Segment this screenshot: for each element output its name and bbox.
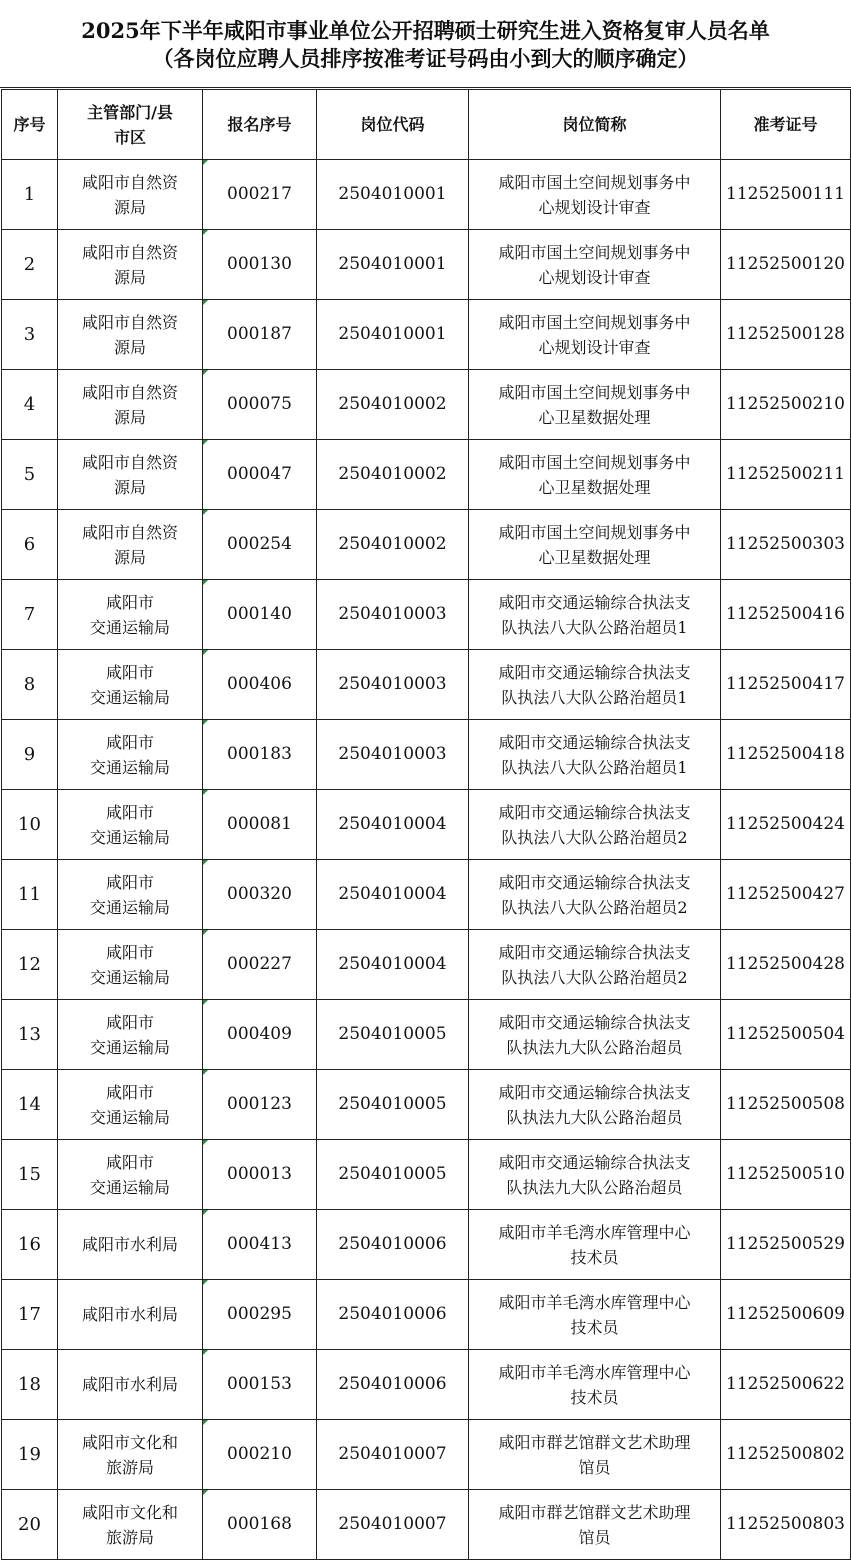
cell-marker [203,510,208,515]
cell-marker [203,1000,208,1005]
cell-department [58,1140,203,1210]
cell-reg-no-text: 000047 [227,464,292,484]
cell-department-line-1: 咸阳市 [105,592,154,612]
cell-marker [203,790,208,795]
cell-post-name-line-2: 心规划设计审查 [538,197,651,217]
table-row [2,230,851,300]
title-line-1: 2025年下半年咸阳市事业单位公开招聘硕士研究生进入资格复审人员名单 [81,18,770,43]
cell-index: 12 [2,930,58,1000]
cell-reg-no [203,720,317,790]
cell-index: 10 [2,790,58,860]
cell-reg-no-text: 000168 [227,1514,292,1534]
table-row [2,440,851,510]
cell-marker [203,1210,208,1215]
cell-reg-no-text: 000413 [227,1234,292,1254]
cell-reg-no [203,790,317,860]
cell-post-name-line-2: 技术员 [570,1387,619,1407]
cell-index: 9 [2,720,58,790]
cell-index: 5 [2,440,58,510]
cell-reg-no [203,1280,317,1350]
header-department-line-1: 主管部门/县 [87,102,173,122]
cell-post-name-line-1: 咸阳市国土空间规划事务中 [498,172,691,192]
cell-reg-no-text: 000140 [227,604,292,624]
cell-reg-no-text: 000406 [227,674,292,694]
cell-post-name-line-1: 咸阳市国土空间规划事务中 [498,312,691,332]
cell-department [58,160,203,230]
cell-post-name-line-2: 心卫星数据处理 [538,477,651,497]
cell-department-line-1: 咸阳市自然资 [81,242,178,262]
header-post-name: 岗位简称 [469,90,721,160]
cell-post-name [469,510,721,580]
cell-post-code: 2504010002 [317,440,469,510]
cell-post-code: 2504010005 [317,1000,469,1070]
cell-reg-no [203,930,317,1000]
cell-post-name-line-1: 咸阳市国土空间规划事务中 [498,242,691,262]
cell-department-line-1: 咸阳市文化和 [81,1432,178,1452]
cell-department-line-2: 旅游局 [105,1527,154,1547]
cell-post-name-line-2: 技术员 [570,1317,619,1337]
cell-reg-no-text: 000075 [227,394,292,414]
cell-post-name [469,790,721,860]
cell-reg-no [203,1420,317,1490]
cell-marker [203,300,208,305]
cell-post-name-line-1: 咸阳市羊毛湾水库管理中心 [498,1362,691,1382]
cell-department-line-1: 咸阳市 [105,1012,154,1032]
cell-post-name [469,1070,721,1140]
cell-post-name-line-1: 咸阳市交通运输综合执法支 [498,872,691,892]
cell-marker [203,720,208,725]
cell-post-name-line-1: 咸阳市群艺馆群文艺术助理 [498,1432,691,1452]
cell-department-line-1: 咸阳市水利局 [81,1305,178,1324]
cell-post-code: 2504010007 [317,1420,469,1490]
cell-reg-no [203,370,317,440]
cell-post-code: 2504010007 [317,1490,469,1560]
table-row [2,790,851,860]
document-title [0,0,851,88]
cell-reg-no-text: 000130 [227,254,292,274]
cell-post-name-line-2: 队执法八大队公路治超员2 [501,827,688,847]
cell-department-line-1: 咸阳市 [105,872,154,892]
cell-post-name-line-1: 咸阳市国土空间规划事务中 [498,382,691,402]
cell-marker [203,930,208,935]
cell-department-line-2: 源局 [113,337,146,357]
cell-reg-no [203,510,317,580]
cell-department-line-1: 咸阳市水利局 [81,1235,178,1254]
cell-department-line-1: 咸阳市自然资 [81,382,178,402]
cell-department [58,1210,203,1280]
title-line-2: （各岗位应聘人员排序按准考证号码由小到大的顺序确定） [152,46,699,71]
cell-post-code: 2504010001 [317,230,469,300]
cell-exam-no: 11252500111 [721,160,851,230]
cell-marker [203,370,208,375]
table-row [2,1070,851,1140]
cell-department-line-2: 交通运输局 [89,617,170,637]
cell-post-name-line-2: 心规划设计审查 [538,337,651,357]
cell-department-line-2: 交通运输局 [89,1107,170,1127]
header-exam-no: 准考证号 [721,90,851,160]
cell-reg-no [203,1490,317,1560]
cell-exam-no: 11252500802 [721,1420,851,1490]
cell-post-name-line-1: 咸阳市交通运输综合执法支 [498,942,691,962]
table-row [2,1420,851,1490]
cell-exam-no: 11252500417 [721,650,851,720]
cell-post-name-line-2: 技术员 [570,1247,619,1267]
cell-post-name-line-1: 咸阳市国土空间规划事务中 [498,522,691,542]
cell-department-line-2: 交通运输局 [89,1037,170,1057]
cell-post-code: 2504010006 [317,1350,469,1420]
cell-exam-no: 11252500508 [721,1070,851,1140]
cell-post-name-line-2: 队执法八大队公路治超员1 [501,617,688,637]
cell-reg-no-text: 000254 [227,534,292,554]
cell-post-name [469,1280,721,1350]
cell-reg-no [203,440,317,510]
cell-department [58,230,203,300]
cell-index: 16 [2,1210,58,1280]
table-row [2,860,851,930]
cell-post-name-line-2: 队执法八大队公路治超员2 [501,967,688,987]
cell-exam-no: 11252500510 [721,1140,851,1210]
cell-reg-no-text: 000217 [227,184,292,204]
cell-department-line-1: 咸阳市自然资 [81,172,178,192]
cell-reg-no [203,1140,317,1210]
cell-department [58,370,203,440]
cell-department [58,440,203,510]
cell-post-name-line-2: 馆员 [578,1527,611,1547]
cell-department-line-2: 源局 [113,267,146,287]
cell-department-line-1: 咸阳市 [105,662,154,682]
cell-post-code: 2504010003 [317,650,469,720]
cell-post-name-line-2: 馆员 [578,1457,611,1477]
cell-post-name [469,1490,721,1560]
cell-post-name [469,580,721,650]
cell-post-name-line-1: 咸阳市交通运输综合执法支 [498,1012,691,1032]
cell-department [58,300,203,370]
cell-exam-no: 11252500529 [721,1210,851,1280]
cell-post-code: 2504010005 [317,1070,469,1140]
cell-marker [203,1280,208,1285]
cell-post-name [469,860,721,930]
cell-post-name [469,1350,721,1420]
cell-reg-no-text: 000409 [227,1024,292,1044]
cell-department-line-2: 源局 [113,477,146,497]
cell-post-name-line-1: 咸阳市交通运输综合执法支 [498,732,691,752]
cell-reg-no [203,580,317,650]
cell-marker [203,650,208,655]
cell-exam-no: 11252500424 [721,790,851,860]
cell-reg-no [203,160,317,230]
cell-department-line-1: 咸阳市文化和 [81,1502,178,1522]
cell-marker [203,1490,208,1495]
cell-post-code: 2504010004 [317,930,469,1000]
cell-reg-no-text: 000123 [227,1094,292,1114]
cell-index: 2 [2,230,58,300]
cell-department [58,930,203,1000]
cell-post-name [469,300,721,370]
cell-department-line-2: 交通运输局 [89,827,170,847]
table-row [2,1350,851,1420]
cell-department-line-2: 交通运输局 [89,897,170,917]
cell-post-name-line-1: 咸阳市交通运输综合执法支 [498,592,691,612]
cell-index: 1 [2,160,58,230]
cell-department [58,720,203,790]
table-header-row [2,90,851,160]
cell-post-name-line-1: 咸阳市国土空间规划事务中 [498,452,691,472]
candidate-table [1,89,851,1560]
cell-index: 19 [2,1420,58,1490]
header-reg-no: 报名序号 [203,90,317,160]
cell-post-name-line-2: 队执法九大队公路治超员 [506,1107,683,1127]
header-index: 序号 [2,90,58,160]
cell-reg-no [203,1070,317,1140]
cell-post-name-line-1: 咸阳市交通运输综合执法支 [498,1082,691,1102]
cell-exam-no: 11252500609 [721,1280,851,1350]
cell-department-line-2: 源局 [113,407,146,427]
cell-reg-no [203,1210,317,1280]
cell-post-name-line-2: 队执法九大队公路治超员 [506,1037,683,1057]
cell-department-line-2: 旅游局 [105,1457,154,1477]
table-row [2,720,851,790]
cell-department-line-1: 咸阳市 [105,1082,154,1102]
cell-reg-no-text: 000081 [227,814,292,834]
cell-exam-no: 11252500803 [721,1490,851,1560]
cell-reg-no-text: 000153 [227,1374,292,1394]
cell-reg-no-text: 000227 [227,954,292,974]
cell-marker [203,160,208,165]
cell-index: 8 [2,650,58,720]
cell-marker [203,1420,208,1425]
cell-exam-no: 11252500622 [721,1350,851,1420]
cell-post-name [469,160,721,230]
cell-post-name-line-1: 咸阳市交通运输综合执法支 [498,662,691,682]
cell-index: 13 [2,1000,58,1070]
cell-post-name-line-2: 队执法九大队公路治超员 [506,1177,683,1197]
cell-post-code: 2504010001 [317,300,469,370]
cell-exam-no: 11252500427 [721,860,851,930]
cell-index: 15 [2,1140,58,1210]
cell-post-code: 2504010006 [317,1210,469,1280]
cell-post-code: 2504010006 [317,1280,469,1350]
cell-department-line-2: 交通运输局 [89,967,170,987]
cell-exam-no: 11252500504 [721,1000,851,1070]
cell-department [58,580,203,650]
cell-post-name-line-1: 咸阳市群艺馆群文艺术助理 [498,1502,691,1522]
cell-department-line-2: 交通运输局 [89,687,170,707]
cell-post-name-line-1: 咸阳市交通运输综合执法支 [498,802,691,822]
cell-post-code: 2504010005 [317,1140,469,1210]
cell-post-name [469,1210,721,1280]
table-row [2,1280,851,1350]
cell-department [58,790,203,860]
cell-index: 14 [2,1070,58,1140]
cell-department-line-2: 源局 [113,197,146,217]
table-row [2,370,851,440]
cell-post-code: 2504010002 [317,370,469,440]
cell-department-line-2: 源局 [113,547,146,567]
cell-department-line-1: 咸阳市 [105,1152,154,1172]
cell-post-name [469,1000,721,1070]
cell-exam-no: 11252500120 [721,230,851,300]
cell-department [58,1420,203,1490]
cell-department-line-1: 咸阳市自然资 [81,522,178,542]
cell-post-name [469,720,721,790]
cell-reg-no [203,1000,317,1070]
cell-department-line-1: 咸阳市自然资 [81,312,178,332]
cell-post-name-line-2: 心规划设计审查 [538,267,651,287]
table-row [2,1000,851,1070]
cell-department-line-2: 交通运输局 [89,1177,170,1197]
cell-exam-no: 11252500416 [721,580,851,650]
cell-department [58,650,203,720]
cell-reg-no [203,1350,317,1420]
cell-marker [203,1070,208,1075]
table-row [2,1210,851,1280]
cell-post-name-line-1: 咸阳市交通运输综合执法支 [498,1152,691,1172]
cell-exam-no: 11252500211 [721,440,851,510]
table-row [2,510,851,580]
cell-index: 17 [2,1280,58,1350]
cell-reg-no-text: 000295 [227,1304,292,1324]
cell-reg-no [203,230,317,300]
table-row [2,930,851,1000]
cell-reg-no-text: 000187 [227,324,292,344]
cell-post-name [469,1420,721,1490]
cell-post-name-line-2: 队执法八大队公路治超员1 [501,757,688,777]
table-row [2,580,851,650]
cell-post-name-line-1: 咸阳市羊毛湾水库管理中心 [498,1292,691,1312]
cell-index: 4 [2,370,58,440]
cell-post-name-line-2: 心卫星数据处理 [538,407,651,427]
cell-index: 18 [2,1350,58,1420]
cell-post-name [469,440,721,510]
header-department-line-2: 市区 [113,127,146,147]
cell-department [58,510,203,580]
cell-index: 11 [2,860,58,930]
cell-exam-no: 11252500418 [721,720,851,790]
cell-exam-no: 11252500428 [721,930,851,1000]
cell-reg-no-text: 000320 [227,884,292,904]
cell-post-name [469,370,721,440]
cell-department [58,1280,203,1350]
cell-post-code: 2504010004 [317,790,469,860]
cell-marker [203,860,208,865]
cell-marker [203,1140,208,1145]
cell-exam-no: 11252500210 [721,370,851,440]
cell-post-name [469,930,721,1000]
cell-index: 3 [2,300,58,370]
cell-department-line-1: 咸阳市 [105,732,154,752]
cell-marker [203,580,208,585]
cell-reg-no [203,860,317,930]
table-row [2,160,851,230]
cell-post-code: 2504010002 [317,510,469,580]
cell-reg-no-text: 000183 [227,744,292,764]
cell-department [58,1000,203,1070]
header-post-code: 岗位代码 [317,90,469,160]
cell-department-line-1: 咸阳市水利局 [81,1375,178,1394]
cell-post-name-line-2: 心卫星数据处理 [538,547,651,567]
cell-marker [203,440,208,445]
cell-index: 6 [2,510,58,580]
cell-department-line-1: 咸阳市自然资 [81,452,178,472]
cell-department [58,1070,203,1140]
cell-department [58,860,203,930]
table-row [2,300,851,370]
cell-department [58,1490,203,1560]
cell-reg-no [203,300,317,370]
cell-index: 20 [2,1490,58,1560]
cell-post-name-line-1: 咸阳市羊毛湾水库管理中心 [498,1222,691,1242]
cell-reg-no-text: 000210 [227,1444,292,1464]
cell-post-name [469,650,721,720]
table-row [2,650,851,720]
cell-marker [203,230,208,235]
cell-post-code: 2504010001 [317,160,469,230]
table-row [2,1140,851,1210]
cell-reg-no [203,650,317,720]
cell-index: 7 [2,580,58,650]
cell-exam-no: 11252500128 [721,300,851,370]
cell-post-code: 2504010004 [317,860,469,930]
table-row [2,1490,851,1560]
cell-post-name [469,230,721,300]
cell-department-line-2: 交通运输局 [89,757,170,777]
cell-marker [203,1350,208,1355]
cell-post-code: 2504010003 [317,580,469,650]
cell-post-name [469,1140,721,1210]
cell-post-code: 2504010003 [317,720,469,790]
cell-post-name-line-2: 队执法八大队公路治超员1 [501,687,688,707]
cell-department-line-1: 咸阳市 [105,942,154,962]
cell-exam-no: 11252500303 [721,510,851,580]
table-body [2,160,851,1560]
cell-reg-no-text: 000013 [227,1164,292,1184]
header-department [58,90,203,160]
cell-department [58,1350,203,1420]
cell-post-name-line-2: 队执法八大队公路治超员2 [501,897,688,917]
cell-department-line-1: 咸阳市 [105,802,154,822]
